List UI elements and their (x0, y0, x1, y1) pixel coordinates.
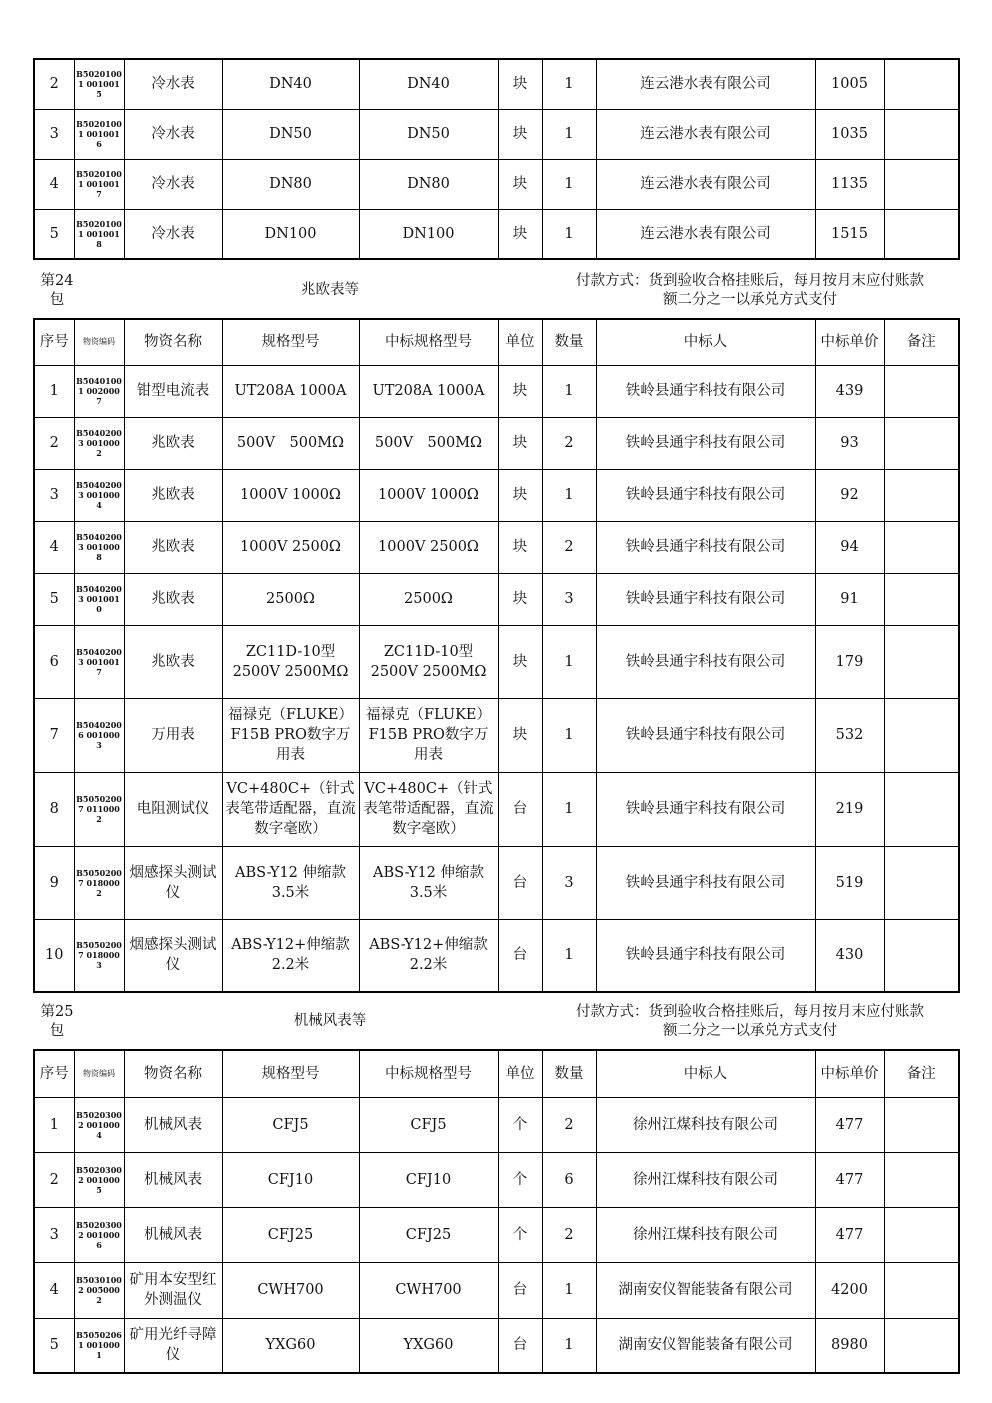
header-material-code: 物资编码 (74, 319, 124, 365)
table-header-row (34, 1050, 959, 1097)
material-name-cell: 电阻测试仪 (124, 772, 222, 846)
seq-cell: 4 (34, 159, 74, 209)
bid-spec-cell: 福禄克（FLUKE）F15B PRO数字万用表 (359, 698, 498, 772)
material-code-cell: B50402006 0010003 (74, 698, 124, 772)
spec-cell: 500V 500MΩ (222, 417, 359, 469)
quantity-cell: 1 (542, 159, 596, 209)
seq-cell: 8 (34, 772, 74, 846)
table-package23-continued (33, 58, 960, 260)
material-code-cell: B50402003 0010010 (74, 573, 124, 625)
material-code-cell: B50502007 0110002 (74, 772, 124, 846)
unit-cell: 个 (498, 1207, 542, 1262)
spec-cell: DN80 (222, 159, 359, 209)
quantity-cell: 3 (542, 573, 596, 625)
unit-price-cell: 1135 (815, 159, 884, 209)
material-name-cell: 兆欧表 (124, 573, 222, 625)
material-name-cell: 机械风表 (124, 1097, 222, 1152)
material-code-cell: B50502061 0010001 (74, 1318, 124, 1373)
table-row (34, 573, 959, 625)
winner-cell: 铁岭县通宇科技有限公司 (596, 469, 815, 521)
bid-spec-cell: UT208A 1000A (359, 365, 498, 417)
seq-cell: 4 (34, 1262, 74, 1318)
unit-cell: 块 (498, 59, 542, 109)
remark-cell (884, 698, 959, 772)
quantity-cell: 6 (542, 1152, 596, 1207)
bid-spec-cell: ABS-Y12 伸缩款 3.5米 (359, 846, 498, 919)
header-unit-price: 中标单价 (815, 1050, 884, 1097)
material-code-cell: B50502007 0180003 (74, 919, 124, 992)
table-row (34, 1207, 959, 1262)
unit-cell: 块 (498, 109, 542, 159)
quantity-cell: 2 (542, 521, 596, 573)
header-bid-spec: 中标规格型号 (359, 1050, 498, 1097)
header-winner: 中标人 (596, 1050, 815, 1097)
seq-cell: 6 (34, 625, 74, 698)
unit-price-cell: 4200 (815, 1262, 884, 1318)
bid-spec-cell: 2500Ω (359, 573, 498, 625)
bid-spec-cell: VC+480C+（针式表笔带适配器，直流数字毫欧） (359, 772, 498, 846)
table-row (34, 1318, 959, 1373)
unit-price-cell: 477 (815, 1152, 884, 1207)
unit-price-cell: 1515 (815, 209, 884, 259)
material-name-cell: 兆欧表 (124, 417, 222, 469)
winner-cell: 徐州江煤科技有限公司 (596, 1152, 815, 1207)
table-row (34, 209, 959, 259)
table-row (34, 365, 959, 417)
winner-cell: 铁岭县通宇科技有限公司 (596, 772, 815, 846)
remark-cell (884, 846, 959, 919)
table-row (34, 109, 959, 159)
material-name-cell: 烟感探头测试仪 (124, 919, 222, 992)
table-package24 (33, 318, 960, 993)
unit-price-cell: 477 (815, 1207, 884, 1262)
bid-spec-cell: DN80 (359, 159, 498, 209)
winner-cell: 铁岭县通宇科技有限公司 (596, 919, 815, 992)
spec-cell: CFJ10 (222, 1152, 359, 1207)
unit-price-cell: 91 (815, 573, 884, 625)
spec-cell: YXG60 (222, 1318, 359, 1373)
unit-price-cell: 1005 (815, 59, 884, 109)
seq-cell: 1 (34, 365, 74, 417)
seq-cell: 2 (34, 59, 74, 109)
header-spec: 规格型号 (222, 1050, 359, 1097)
table-row (34, 919, 959, 992)
header-material-code: 物资编码 (74, 1050, 124, 1097)
table-row (34, 469, 959, 521)
header-spec: 规格型号 (222, 319, 359, 365)
spec-cell: 2500Ω (222, 573, 359, 625)
quantity-cell: 1 (542, 1262, 596, 1318)
header-seq: 序号 (34, 319, 74, 365)
bid-spec-cell: CFJ5 (359, 1097, 498, 1152)
material-code-cell: B50301002 0050002 (74, 1262, 124, 1318)
material-name-cell: 冷水表 (124, 109, 222, 159)
material-code-cell: B50203002 0010005 (74, 1152, 124, 1207)
bid-spec-cell: ABS-Y12+伸缩款 2.2米 (359, 919, 498, 992)
material-code-cell: B50203002 0010004 (74, 1097, 124, 1152)
seq-cell: 5 (34, 573, 74, 625)
table-row (34, 59, 959, 109)
unit-price-cell: 179 (815, 625, 884, 698)
material-code-cell: B50402003 0010008 (74, 521, 124, 573)
remark-cell (884, 772, 959, 846)
spec-cell: CWH700 (222, 1262, 359, 1318)
quantity-cell: 1 (542, 365, 596, 417)
material-code-cell: B50402003 0010002 (74, 417, 124, 469)
table-row (34, 521, 959, 573)
winner-cell: 徐州江煤科技有限公司 (596, 1097, 815, 1152)
material-code-cell: B50203002 0010006 (74, 1207, 124, 1262)
seq-cell: 5 (34, 209, 74, 259)
table-row (34, 1097, 959, 1152)
remark-cell (884, 109, 959, 159)
table-row (34, 417, 959, 469)
seq-cell: 10 (34, 919, 74, 992)
quantity-cell: 1 (542, 209, 596, 259)
header-quantity: 数量 (542, 1050, 596, 1097)
seq-cell: 2 (34, 417, 74, 469)
header-unit-price: 中标单价 (815, 319, 884, 365)
unit-price-cell: 94 (815, 521, 884, 573)
bid-spec-cell: 500V 500MΩ (359, 417, 498, 469)
spec-cell: VC+480C+（针式表笔带适配器，直流数字毫欧） (222, 772, 359, 846)
spec-cell: DN100 (222, 209, 359, 259)
header-material-name: 物资名称 (124, 319, 222, 365)
material-name-cell: 兆欧表 (124, 625, 222, 698)
unit-cell: 块 (498, 573, 542, 625)
unit-price-cell: 519 (815, 846, 884, 919)
header-bid-spec: 中标规格型号 (359, 319, 498, 365)
unit-cell: 块 (498, 698, 542, 772)
quantity-cell: 2 (542, 1097, 596, 1152)
package-title: 兆欧表等 (301, 282, 359, 298)
material-code-cell: B50201001 0010015 (74, 59, 124, 109)
quantity-cell: 1 (542, 469, 596, 521)
material-name-cell: 机械风表 (124, 1207, 222, 1262)
winner-cell: 铁岭县通宇科技有限公司 (596, 365, 815, 417)
quantity-cell: 1 (542, 59, 596, 109)
unit-cell: 块 (498, 365, 542, 417)
remark-cell (884, 1152, 959, 1207)
remark-cell (884, 417, 959, 469)
spec-cell: 1000V 2500Ω (222, 521, 359, 573)
payment-terms: 付款方式：货到验收合格挂账后，每月按月末应付账款 额二分之一以承兑方式支付 (576, 1004, 924, 1039)
material-name-cell: 冷水表 (124, 159, 222, 209)
remark-cell (884, 59, 959, 109)
quantity-cell: 3 (542, 846, 596, 919)
unit-cell: 块 (498, 521, 542, 573)
quantity-cell: 1 (542, 919, 596, 992)
unit-cell: 块 (498, 417, 542, 469)
winner-cell: 铁岭县通宇科技有限公司 (596, 573, 815, 625)
table-row (34, 159, 959, 209)
spec-cell: CFJ5 (222, 1097, 359, 1152)
remark-cell (884, 159, 959, 209)
unit-cell: 台 (498, 1318, 542, 1373)
remark-cell (884, 521, 959, 573)
material-name-cell: 冷水表 (124, 59, 222, 109)
spec-cell: UT208A 1000A (222, 365, 359, 417)
remark-cell (884, 573, 959, 625)
material-code-cell: B50201001 0010017 (74, 159, 124, 209)
unit-cell: 台 (498, 919, 542, 992)
winner-cell: 铁岭县通宇科技有限公司 (596, 417, 815, 469)
winner-cell: 徐州江煤科技有限公司 (596, 1207, 815, 1262)
table-row (34, 1152, 959, 1207)
unit-price-cell: 92 (815, 469, 884, 521)
unit-cell: 台 (498, 1262, 542, 1318)
winner-cell: 湖南安仪智能装备有限公司 (596, 1262, 815, 1318)
header-unit: 单位 (498, 319, 542, 365)
spec-cell: DN50 (222, 109, 359, 159)
winner-cell: 铁岭县通宇科技有限公司 (596, 521, 815, 573)
unit-price-cell: 430 (815, 919, 884, 992)
seq-cell: 9 (34, 846, 74, 919)
bid-spec-cell: CFJ10 (359, 1152, 498, 1207)
seq-cell: 2 (34, 1152, 74, 1207)
table-row (34, 772, 959, 846)
seq-cell: 7 (34, 698, 74, 772)
spec-cell: ZC11D-10型 2500V 2500MΩ (222, 625, 359, 698)
seq-cell: 4 (34, 521, 74, 573)
unit-cell: 台 (498, 772, 542, 846)
bid-spec-cell: DN100 (359, 209, 498, 259)
quantity-cell: 2 (542, 1207, 596, 1262)
winner-cell: 铁岭县通宇科技有限公司 (596, 625, 815, 698)
winner-cell: 铁岭县通宇科技有限公司 (596, 846, 815, 919)
unit-price-cell: 1035 (815, 109, 884, 159)
unit-price-cell: 219 (815, 772, 884, 846)
table-row (34, 846, 959, 919)
header-quantity: 数量 (542, 319, 596, 365)
unit-cell: 块 (498, 625, 542, 698)
remark-cell (884, 365, 959, 417)
material-name-cell: 万用表 (124, 698, 222, 772)
winner-cell: 湖南安仪智能装备有限公司 (596, 1318, 815, 1373)
material-code-cell: B50201001 0010018 (74, 209, 124, 259)
quantity-cell: 1 (542, 698, 596, 772)
seq-cell: 3 (34, 1207, 74, 1262)
header-remark: 备注 (884, 1050, 959, 1097)
table-row (34, 1262, 959, 1318)
material-code-cell: B50402003 0010017 (74, 625, 124, 698)
bid-spec-cell: DN40 (359, 59, 498, 109)
remark-cell (884, 1262, 959, 1318)
header-material-name: 物资名称 (124, 1050, 222, 1097)
material-name-cell: 钳型电流表 (124, 365, 222, 417)
seq-cell: 3 (34, 469, 74, 521)
table-header-row (34, 319, 959, 365)
remark-cell (884, 919, 959, 992)
bid-spec-cell: DN50 (359, 109, 498, 159)
unit-cell: 块 (498, 209, 542, 259)
remark-cell (884, 469, 959, 521)
unit-cell: 个 (498, 1097, 542, 1152)
quantity-cell: 1 (542, 772, 596, 846)
material-code-cell: B50201001 0010016 (74, 109, 124, 159)
unit-cell: 块 (498, 469, 542, 521)
material-code-cell: B50502007 0180002 (74, 846, 124, 919)
header-winner: 中标人 (596, 319, 815, 365)
spec-cell: 福禄克（FLUKE）F15B PRO数字万用表 (222, 698, 359, 772)
header-unit: 单位 (498, 1050, 542, 1097)
material-name-cell: 矿用光纤寻障仪 (124, 1318, 222, 1373)
winner-cell: 铁岭县通宇科技有限公司 (596, 698, 815, 772)
remark-cell (884, 1097, 959, 1152)
table-package25 (33, 1049, 960, 1374)
unit-price-cell: 439 (815, 365, 884, 417)
unit-price-cell: 532 (815, 698, 884, 772)
bid-spec-cell: CFJ25 (359, 1207, 498, 1262)
remark-cell (884, 209, 959, 259)
unit-cell: 台 (498, 846, 542, 919)
unit-cell: 个 (498, 1152, 542, 1207)
bid-spec-cell: CWH700 (359, 1262, 498, 1318)
header-seq: 序号 (34, 1050, 74, 1097)
remark-cell (884, 625, 959, 698)
material-name-cell: 矿用本安型红外测温仪 (124, 1262, 222, 1318)
package-title: 机械风表等 (293, 1013, 367, 1029)
table-row (34, 625, 959, 698)
unit-price-cell: 477 (815, 1097, 884, 1152)
material-code-cell: B50401001 0020007 (74, 365, 124, 417)
winner-cell: 连云港水表有限公司 (596, 209, 815, 259)
spec-cell: DN40 (222, 59, 359, 109)
material-name-cell: 烟感探头测试仪 (124, 846, 222, 919)
bid-spec-cell: 1000V 2500Ω (359, 521, 498, 573)
material-code-cell: B50402003 0010004 (74, 469, 124, 521)
spec-cell: 1000V 1000Ω (222, 469, 359, 521)
header-remark: 备注 (884, 319, 959, 365)
seq-cell: 5 (34, 1318, 74, 1373)
bid-spec-cell: ZC11D-10型 2500V 2500MΩ (359, 625, 498, 698)
package-number: 第25 包 (40, 1004, 74, 1039)
spec-cell: ABS-Y12 伸缩款 3.5米 (222, 846, 359, 919)
winner-cell: 连云港水表有限公司 (596, 159, 815, 209)
seq-cell: 1 (34, 1097, 74, 1152)
material-name-cell: 冷水表 (124, 209, 222, 259)
winner-cell: 连云港水表有限公司 (596, 109, 815, 159)
seq-cell: 3 (34, 109, 74, 159)
material-name-cell: 兆欧表 (124, 521, 222, 573)
payment-terms: 付款方式：货到验收合格挂账后，每月按月末应付账款 额二分之一以承兑方式支付 (576, 273, 924, 308)
unit-price-cell: 8980 (815, 1318, 884, 1373)
bid-spec-cell: 1000V 1000Ω (359, 469, 498, 521)
winner-cell: 连云港水表有限公司 (596, 59, 815, 109)
remark-cell (884, 1318, 959, 1373)
material-name-cell: 兆欧表 (124, 469, 222, 521)
unit-price-cell: 93 (815, 417, 884, 469)
material-name-cell: 机械风表 (124, 1152, 222, 1207)
quantity-cell: 1 (542, 625, 596, 698)
bid-spec-cell: YXG60 (359, 1318, 498, 1373)
remark-cell (884, 1207, 959, 1262)
quantity-cell: 1 (542, 1318, 596, 1373)
unit-cell: 块 (498, 159, 542, 209)
quantity-cell: 2 (542, 417, 596, 469)
quantity-cell: 1 (542, 109, 596, 159)
spec-cell: ABS-Y12+伸缩款 2.2米 (222, 919, 359, 992)
table-row (34, 698, 959, 772)
spec-cell: CFJ25 (222, 1207, 359, 1262)
package-number: 第24 包 (40, 273, 74, 308)
